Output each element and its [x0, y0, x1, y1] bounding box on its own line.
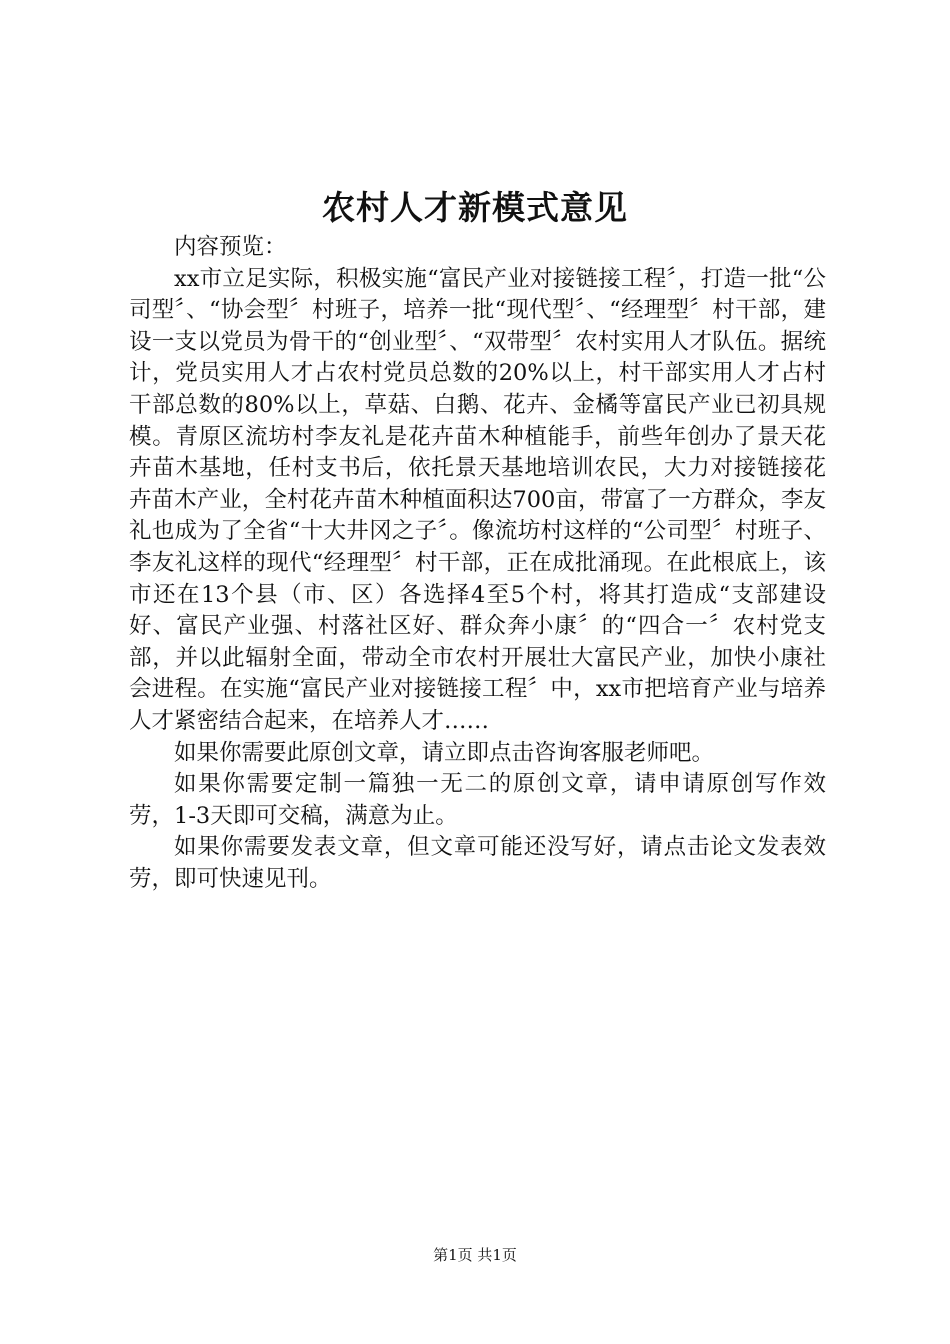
preview-label: 内容预览：	[174, 234, 287, 260]
main-paragraph: xx市立足实际，积极实施“富民产业对接链接工程〞，打造一批“公司型〞、“协会型〞村班子，培养一批“现代型〞、“经理型〞村干部，建设一支以党员为骨干的“创业型〞、“双带型〞农村实用人才队伍。据统计，党员实用人才占农村党员总数的20%以上，村干部实用人才占村干部总数的80%以上，草菇、白鹅、花卉、金橘等富民产业已初具规模。青原区流坊村李友礼是花卉苗木种植能手，前些年创办了景天花卉苗木基地，任村支书后，依托景天基地培训农民，大力对接链接花卉苗木产业，全村花卉苗木种植面积达700亩，带富了一方群众，李友礼也成为了全省“十大井冈之子〞。像流坊村这样的“公司型〞村班子、李友礼这样的现代“经理型〞村干部，正在成批涌现。在此根底上，该市还在13个县（市、区）各选择4至5个村，将其打造成“支部建设好、富民产业强、村落社区好、群众奔小康〞的“四合一〞农村党支部，并以此辐射全面，带动全市农村开展壮大富民产业，加快小康社会进程。在实施“富民产业对接链接工程〞中，xx市把培育产业与培养人才紧密结合起来，在培养人才……	[129, 265, 826, 734]
page-number-footer: 第1页 共1页	[433, 1246, 517, 1264]
notice-original-article: 如果你需要此原创文章，请立即点击咨询客服老师吧。	[174, 739, 715, 766]
document-title: 农村人才新模式意见	[322, 188, 628, 227]
document-body	[129, 232, 826, 895]
notice-publish-paper: 如果你需要发表文章，但文章可能还没写好，请点击论文发表效劳，即可快速见刊。	[129, 834, 826, 892]
notice-custom-writing: 如果你需要定制一篇独一无二的原创文章，请申请原创写作效劳，1-3天即可交稿，满意为止。	[129, 771, 826, 829]
